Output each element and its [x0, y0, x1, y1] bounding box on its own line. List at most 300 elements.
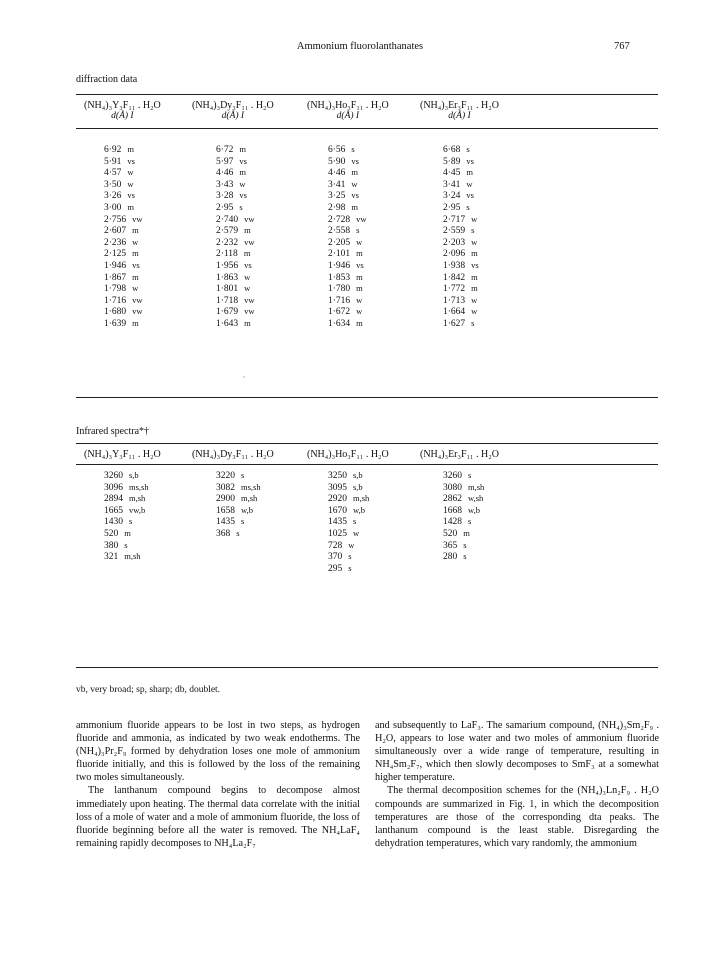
- table-cell-value: 2·236: [104, 237, 127, 248]
- table-cell-intensity: m: [132, 225, 139, 236]
- table-row: [104, 551, 149, 563]
- table-cell-intensity: vs: [351, 155, 359, 166]
- table-row: [443, 306, 479, 318]
- table-cell-intensity: s: [471, 225, 475, 236]
- table-cell-intensity: m: [132, 248, 139, 259]
- table-cell-value: 4·46: [216, 168, 234, 179]
- table-row: [104, 318, 143, 330]
- table-row: [328, 516, 369, 528]
- table-cell-value: 6·92: [104, 145, 122, 155]
- table-cell-intensity: vw,b: [129, 504, 146, 515]
- table-cell-intensity: m: [243, 248, 251, 259]
- table-row: [216, 237, 255, 249]
- table-cell-intensity: m: [127, 144, 135, 154]
- table-cell-value: 2·558: [328, 226, 351, 237]
- table-cell-value: 1·798: [104, 284, 127, 295]
- table-row: [443, 551, 484, 563]
- table-row: [328, 179, 367, 191]
- table-row: [104, 144, 143, 156]
- table-cell-intensity: s: [353, 516, 357, 527]
- table-cell-value: 3·26: [104, 191, 122, 202]
- table-row: [104, 505, 149, 517]
- table-cell-value: 1·853: [328, 272, 351, 283]
- table-row: [104, 179, 143, 191]
- table-cell-intensity: w: [471, 294, 478, 305]
- table-cell-value: 2·125: [104, 249, 127, 260]
- table-row: [328, 248, 367, 260]
- table-row: [443, 516, 484, 528]
- table-row: [104, 482, 149, 494]
- table-cell-intensity: vw: [244, 236, 255, 247]
- table-cell-value: 2·118: [216, 249, 238, 260]
- table-cell-intensity: m: [356, 317, 363, 328]
- diffraction-column-ho: [328, 144, 367, 330]
- diffraction-label: diffraction data: [76, 74, 138, 85]
- table-cell-intensity: s: [468, 470, 472, 480]
- table-row: [216, 156, 255, 168]
- table-cell-value: 3095: [328, 482, 347, 493]
- body-column-left: [76, 719, 360, 850]
- table-cell-value: 2·95: [443, 202, 461, 213]
- table-cell-intensity: s: [468, 516, 472, 527]
- table-cell-intensity: vs: [466, 155, 474, 166]
- table-cell-value: 365: [443, 540, 458, 551]
- table-cell-value: 4·45: [443, 168, 461, 179]
- table-cell-intensity: w: [356, 306, 363, 317]
- table-cell-value: 2·096: [443, 249, 466, 260]
- table-row: [328, 214, 367, 226]
- table-cell-intensity: m: [132, 317, 139, 328]
- table-cell-value: 4·57: [104, 168, 122, 179]
- table-row: [216, 516, 261, 528]
- table-row: [216, 190, 255, 202]
- table-row: [104, 540, 149, 552]
- table-cell-value: 2894: [104, 494, 123, 505]
- table-cell-intensity: m: [471, 271, 478, 282]
- body-paragraph: The thermal decomposition schemes for the (NH₄)₃Ln₂F₉ . H₂O compounds are summarized in Fig. 1, in which the decomposition temperatures are those of the corresponding dta peaks. The lanthanum compound is the least stable. Disregarding the dehydration temperatures, which vary randomly, the ammonium: [375, 785, 659, 849]
- table-cell-intensity: w: [132, 283, 139, 294]
- table-cell-value: 1·946: [328, 260, 351, 271]
- page-number: 767: [614, 41, 630, 52]
- diffraction-bottom-rule: [76, 397, 658, 398]
- diffraction-header-er: (NH₄)₃Er₃F₁₁ . H₂O d(Å) I: [420, 100, 499, 121]
- infrared-column-er: [443, 470, 484, 563]
- table-cell-value: 3·25: [328, 191, 346, 202]
- table-cell-value: 1·801: [216, 284, 239, 295]
- diffraction-top-rule: [76, 94, 658, 95]
- table-row: [328, 156, 367, 168]
- table-cell-intensity: w: [356, 236, 363, 247]
- table-cell-value: 280: [443, 552, 458, 563]
- table-cell-value: 1·634: [328, 318, 351, 329]
- body-paragraph: ammonium fluoride appears to be lost in two steps, as hydrogen fluoride and ammonia, as indicated by two weak endotherms. The (NH₄)₃Pr₂F₉ formed by dehydration loses one mole of ammonium fluoride initially, and this is followed by the loss of the remaining two moles simultaneously.: [76, 720, 360, 784]
- table-row: [328, 202, 367, 214]
- table-row: [104, 260, 143, 272]
- table-cell-intensity: vw: [244, 306, 255, 317]
- table-cell-intensity: vw: [132, 294, 143, 305]
- table-row: [443, 283, 479, 295]
- table-row: [328, 540, 369, 552]
- table-row: [104, 237, 143, 249]
- table-cell-value: 1·639: [104, 318, 127, 329]
- table-cell-value: 1·672: [328, 307, 351, 318]
- table-row: [104, 156, 143, 168]
- table-cell-intensity: s: [463, 539, 467, 550]
- table-row: [328, 295, 367, 307]
- table-cell-value: 1·716: [104, 295, 127, 306]
- table-cell-value: 1428: [443, 517, 462, 528]
- infrared-column-y: [104, 470, 149, 563]
- table-cell-value: 3·28: [216, 191, 234, 202]
- table-cell-intensity: w: [348, 539, 355, 550]
- table-cell-value: 3260: [104, 471, 123, 481]
- table-row: [443, 295, 479, 307]
- table-cell-intensity: vs: [127, 190, 135, 201]
- table-row: [216, 248, 255, 260]
- table-cell-intensity: m,sh: [241, 493, 258, 504]
- table-cell-intensity: w,b: [468, 504, 480, 515]
- table-row: [443, 540, 484, 552]
- table-cell-value: 1·842: [443, 272, 466, 283]
- table-cell-value: 1·680: [104, 307, 127, 318]
- table-cell-value: 1·679: [216, 307, 239, 318]
- table-cell-intensity: s: [348, 551, 352, 562]
- table-cell-value: 728: [328, 540, 343, 551]
- table-cell-intensity: vs: [471, 259, 479, 270]
- diffraction-header-ho: (NH₄)₃Ho₃F₁₁ . H₂O d(Å) I: [307, 100, 389, 121]
- table-row: [328, 482, 369, 494]
- table-row: [443, 528, 484, 540]
- table-cell-intensity: w: [244, 283, 251, 294]
- table-cell-value: 3082: [216, 482, 235, 493]
- table-row: [443, 225, 479, 237]
- table-cell-intensity: vs: [132, 259, 140, 270]
- table-row: [443, 179, 479, 191]
- diffraction-header-dy: (NH₄)₃Dy₃F₁₁ . H₂O d(Å) I: [192, 100, 274, 121]
- table-footnote: vb, very broad; sp, sharp; db, doublet.: [76, 685, 221, 695]
- table-cell-value: 3220: [216, 471, 235, 481]
- table-row: [216, 167, 255, 179]
- table-cell-value: 3·24: [443, 191, 461, 202]
- table-cell-intensity: m: [127, 201, 135, 212]
- table-row: [443, 248, 479, 260]
- infrared-header-ho: (NH₄)₃Ho₃F₁₁ . H₂O: [307, 449, 389, 460]
- table-cell-intensity: m,sh: [124, 551, 141, 562]
- table-row: [328, 493, 369, 505]
- table-cell-value: 1·938: [443, 260, 466, 271]
- table-cell-value: 1·627: [443, 318, 466, 329]
- table-cell-intensity: m: [356, 283, 363, 294]
- table-cell-intensity: m: [463, 527, 470, 538]
- table-cell-intensity: w: [239, 178, 246, 189]
- table-row: [443, 272, 479, 284]
- table-cell-intensity: m: [471, 248, 478, 259]
- table-cell-intensity: ms,sh: [129, 481, 149, 492]
- table-cell-intensity: s: [466, 201, 470, 212]
- table-cell-intensity: m: [351, 201, 359, 212]
- table-row: [104, 190, 143, 202]
- table-row: [216, 272, 255, 284]
- table-row: [443, 214, 479, 226]
- table-cell-value: 3·50: [104, 179, 122, 190]
- diffraction-column-y: [104, 144, 143, 330]
- table-cell-intensity: w: [132, 236, 139, 247]
- table-row: [216, 318, 255, 330]
- table-cell-value: 3·41: [443, 179, 461, 190]
- body-paragraph: The lanthanum compound begins to decompose almost immediately upon heating. The thermal data correlate with the initial loss of a mole of water and a mole of ammonium fluoride, the loss of fluoride beginning before all the water is removed. The NH₄LaF₄ remaining rapidly decomposes to NH₄La₂F₇: [76, 785, 360, 849]
- table-cell-intensity: s: [129, 516, 133, 527]
- table-cell-intensity: vw: [356, 213, 367, 224]
- table-row: [328, 318, 367, 330]
- table-cell-intensity: vw: [132, 306, 143, 317]
- table-cell-value: 520: [104, 528, 119, 539]
- table-cell-intensity: vs: [466, 190, 474, 201]
- table-cell-intensity: s: [239, 201, 243, 212]
- table-cell-value: 380: [104, 540, 119, 551]
- table-cell-intensity: w: [351, 178, 358, 189]
- table-cell-intensity: vs: [351, 190, 359, 201]
- table-row: [104, 283, 143, 295]
- table-cell-intensity: vs: [239, 155, 247, 166]
- table-row: [443, 470, 484, 482]
- table-row: [328, 283, 367, 295]
- table-cell-intensity: m,sh: [129, 493, 146, 504]
- table-row: [216, 295, 255, 307]
- table-row: [216, 283, 255, 295]
- table-cell-intensity: s: [356, 225, 360, 236]
- table-row: [443, 190, 479, 202]
- table-cell-value: 1665: [104, 505, 123, 516]
- table-cell-value: 1·863: [216, 272, 239, 283]
- table-row: [328, 505, 369, 517]
- table-row: [104, 516, 149, 528]
- table-row: [216, 306, 255, 318]
- table-cell-value: 520: [443, 528, 458, 539]
- table-row: [104, 202, 143, 214]
- table-row: [216, 225, 255, 237]
- table-cell-value: 1668: [443, 505, 462, 516]
- diffraction-header-rule: [76, 128, 658, 129]
- table-cell-value: 368: [216, 528, 231, 539]
- table-cell-intensity: w: [466, 178, 473, 189]
- table-cell-intensity: vs: [239, 190, 247, 201]
- table-cell-intensity: w: [127, 178, 134, 189]
- table-cell-value: 1·718: [216, 295, 239, 306]
- table-cell-intensity: w,b: [353, 504, 365, 515]
- table-cell-intensity: w: [356, 294, 363, 305]
- table-cell-intensity: m: [244, 317, 251, 328]
- table-row: [443, 260, 479, 272]
- table-cell-intensity: vw: [244, 294, 255, 305]
- table-cell-value: 2·579: [216, 226, 239, 237]
- table-cell-value: 5·91: [104, 156, 122, 167]
- table-row: [216, 260, 255, 272]
- infrared-column-ho: [328, 470, 369, 574]
- table-row: [216, 493, 261, 505]
- table-row: [104, 295, 143, 307]
- table-cell-value: 6·56: [328, 145, 346, 155]
- table-row: [328, 272, 367, 284]
- infrared-header-y: (NH₄)₃Y₃F₁₁ . H₂O: [84, 449, 161, 460]
- table-cell-value: 3250: [328, 471, 347, 481]
- table-cell-intensity: vs: [244, 259, 252, 270]
- table-row: [443, 482, 484, 494]
- table-cell-intensity: w: [471, 213, 478, 224]
- table-row: [328, 528, 369, 540]
- table-row: [328, 260, 367, 272]
- table-cell-value: 2·101: [328, 249, 351, 260]
- table-row: [443, 202, 479, 214]
- diffraction-column-er: [443, 144, 479, 330]
- table-row: [104, 225, 143, 237]
- table-cell-intensity: w: [127, 167, 134, 178]
- table-cell-value: 3096: [104, 482, 123, 493]
- table-cell-value: 2·559: [443, 226, 466, 237]
- table-cell-intensity: m: [471, 283, 478, 294]
- table-row: [104, 306, 143, 318]
- table-cell-intensity: m,sh: [353, 493, 370, 504]
- table-cell-intensity: m: [466, 167, 474, 178]
- infrared-label: Infrared spectra*†: [76, 426, 150, 437]
- table-row: [443, 156, 479, 168]
- table-row: [328, 470, 369, 482]
- table-cell-intensity: m: [124, 527, 131, 538]
- table-cell-value: 2900: [216, 494, 235, 505]
- table-cell-intensity: s,b: [353, 470, 363, 480]
- table-row: [443, 318, 479, 330]
- table-row: [328, 144, 367, 156]
- table-row: [104, 248, 143, 260]
- table-cell-value: 370: [328, 552, 343, 563]
- table-cell-intensity: w: [471, 306, 478, 317]
- table-cell-intensity: ms,sh: [241, 481, 261, 492]
- table-cell-intensity: s: [471, 317, 475, 328]
- table-row: [104, 470, 149, 482]
- table-cell-value: 2920: [328, 494, 347, 505]
- table-cell-intensity: s: [351, 144, 355, 154]
- table-row: [443, 144, 479, 156]
- table-cell-value: 2·717: [443, 214, 466, 225]
- table-cell-intensity: vs: [356, 259, 364, 270]
- table-cell-value: 1025: [328, 528, 347, 539]
- table-row: [328, 167, 367, 179]
- infrared-header-dy: (NH₄)₃Dy₃F₁₁ . H₂O: [192, 449, 274, 460]
- table-row: [216, 470, 261, 482]
- table-row: [104, 214, 143, 226]
- table-row: [443, 493, 484, 505]
- table-cell-intensity: s: [241, 470, 245, 480]
- table-row: [216, 202, 255, 214]
- body-paragraph: and subsequently to LaF₃. The samarium compound, (NH₄)₃Sm₂F₉ . H₂O, appears to lose water and two moles of ammonium fluoride simultaneously over a wide range of temperature, resulting in NH₄Sm₂F₇, which then slowly decomposes to SmF₃ at a somewhat higher temperature.: [375, 720, 659, 784]
- table-cell-value: 1·956: [216, 260, 239, 271]
- table-cell-value: 295: [328, 563, 343, 574]
- table-cell-value: 2·232: [216, 237, 239, 248]
- table-cell-value: 2·756: [104, 214, 127, 225]
- infrared-header-er: (NH₄)₃Er₃F₁₁ . H₂O: [420, 449, 499, 460]
- table-cell-intensity: s: [236, 527, 240, 538]
- infrared-top-rule: [76, 443, 658, 444]
- table-cell-value: 1·664: [443, 307, 466, 318]
- table-row: [216, 528, 261, 540]
- table-cell-value: 1·643: [216, 318, 239, 329]
- table-row: [104, 493, 149, 505]
- table-cell-value: 1·780: [328, 284, 351, 295]
- table-cell-intensity: m: [356, 271, 363, 282]
- infrared-header-rule: [76, 464, 658, 465]
- table-cell-value: 2·740: [216, 214, 239, 225]
- infrared-column-dy: [216, 470, 261, 540]
- table-cell-value: 1670: [328, 505, 347, 516]
- table-row: [328, 306, 367, 318]
- table-cell-intensity: m: [356, 248, 363, 259]
- table-cell-value: 1430: [104, 517, 123, 528]
- table-cell-value: 1·713: [443, 295, 466, 306]
- table-cell-intensity: vw: [132, 213, 143, 224]
- table-row: [104, 528, 149, 540]
- table-row: [216, 179, 255, 191]
- table-row: [328, 237, 367, 249]
- table-cell-value: 1·867: [104, 272, 127, 283]
- table-cell-value: 2·728: [328, 214, 351, 225]
- table-cell-intensity: s,b: [353, 481, 363, 492]
- table-cell-value: 1·946: [104, 260, 127, 271]
- table-cell-intensity: s,b: [129, 470, 139, 480]
- table-row: [104, 272, 143, 284]
- table-cell-value: 3·43: [216, 179, 234, 190]
- table-row: [443, 167, 479, 179]
- table-cell-value: 321: [104, 552, 119, 563]
- diffraction-column-dy: [216, 144, 255, 330]
- table-cell-value: 6·72: [216, 145, 234, 155]
- diffraction-header-y: (NH₄)₃Y₃F₁₁ . H₂O d(Å) I: [84, 100, 161, 121]
- table-cell-value: 1435: [328, 517, 347, 528]
- table-cell-value: 6·68: [443, 145, 461, 155]
- table-row: [104, 167, 143, 179]
- table-row: [328, 551, 369, 563]
- table-cell-intensity: w,sh: [468, 493, 484, 504]
- table-cell-value: 3260: [443, 471, 462, 481]
- table-cell-value: 5·97: [216, 156, 234, 167]
- table-cell-intensity: m: [351, 167, 359, 178]
- table-cell-value: 1658: [216, 505, 235, 516]
- table-cell-intensity: w: [471, 236, 478, 247]
- table-cell-value: 2·205: [328, 237, 351, 248]
- table-cell-value: 2·607: [104, 226, 127, 237]
- table-row: [328, 225, 367, 237]
- stray-mark: ,: [243, 370, 245, 379]
- table-cell-value: 3·41: [328, 179, 346, 190]
- table-cell-value: 1435: [216, 517, 235, 528]
- body-column-right: [375, 719, 659, 850]
- table-cell-value: 3080: [443, 482, 462, 493]
- table-cell-value: 4·46: [328, 168, 346, 179]
- table-row: [328, 563, 369, 575]
- table-cell-intensity: m: [239, 144, 247, 154]
- table-row: [443, 237, 479, 249]
- table-cell-intensity: w: [353, 527, 360, 538]
- table-cell-value: 2862: [443, 494, 462, 505]
- table-cell-value: 5·90: [328, 156, 346, 167]
- table-cell-intensity: s: [463, 551, 467, 562]
- table-cell-intensity: m,sh: [468, 481, 485, 492]
- table-cell-value: 2·203: [443, 237, 466, 248]
- table-cell-intensity: w,b: [241, 504, 253, 515]
- table-cell-value: 3·00: [104, 202, 122, 213]
- running-header-title: Ammonium fluorolanthanates: [296, 41, 424, 52]
- table-cell-intensity: w: [244, 271, 251, 282]
- table-cell-intensity: s: [466, 144, 470, 154]
- table-row: [216, 214, 255, 226]
